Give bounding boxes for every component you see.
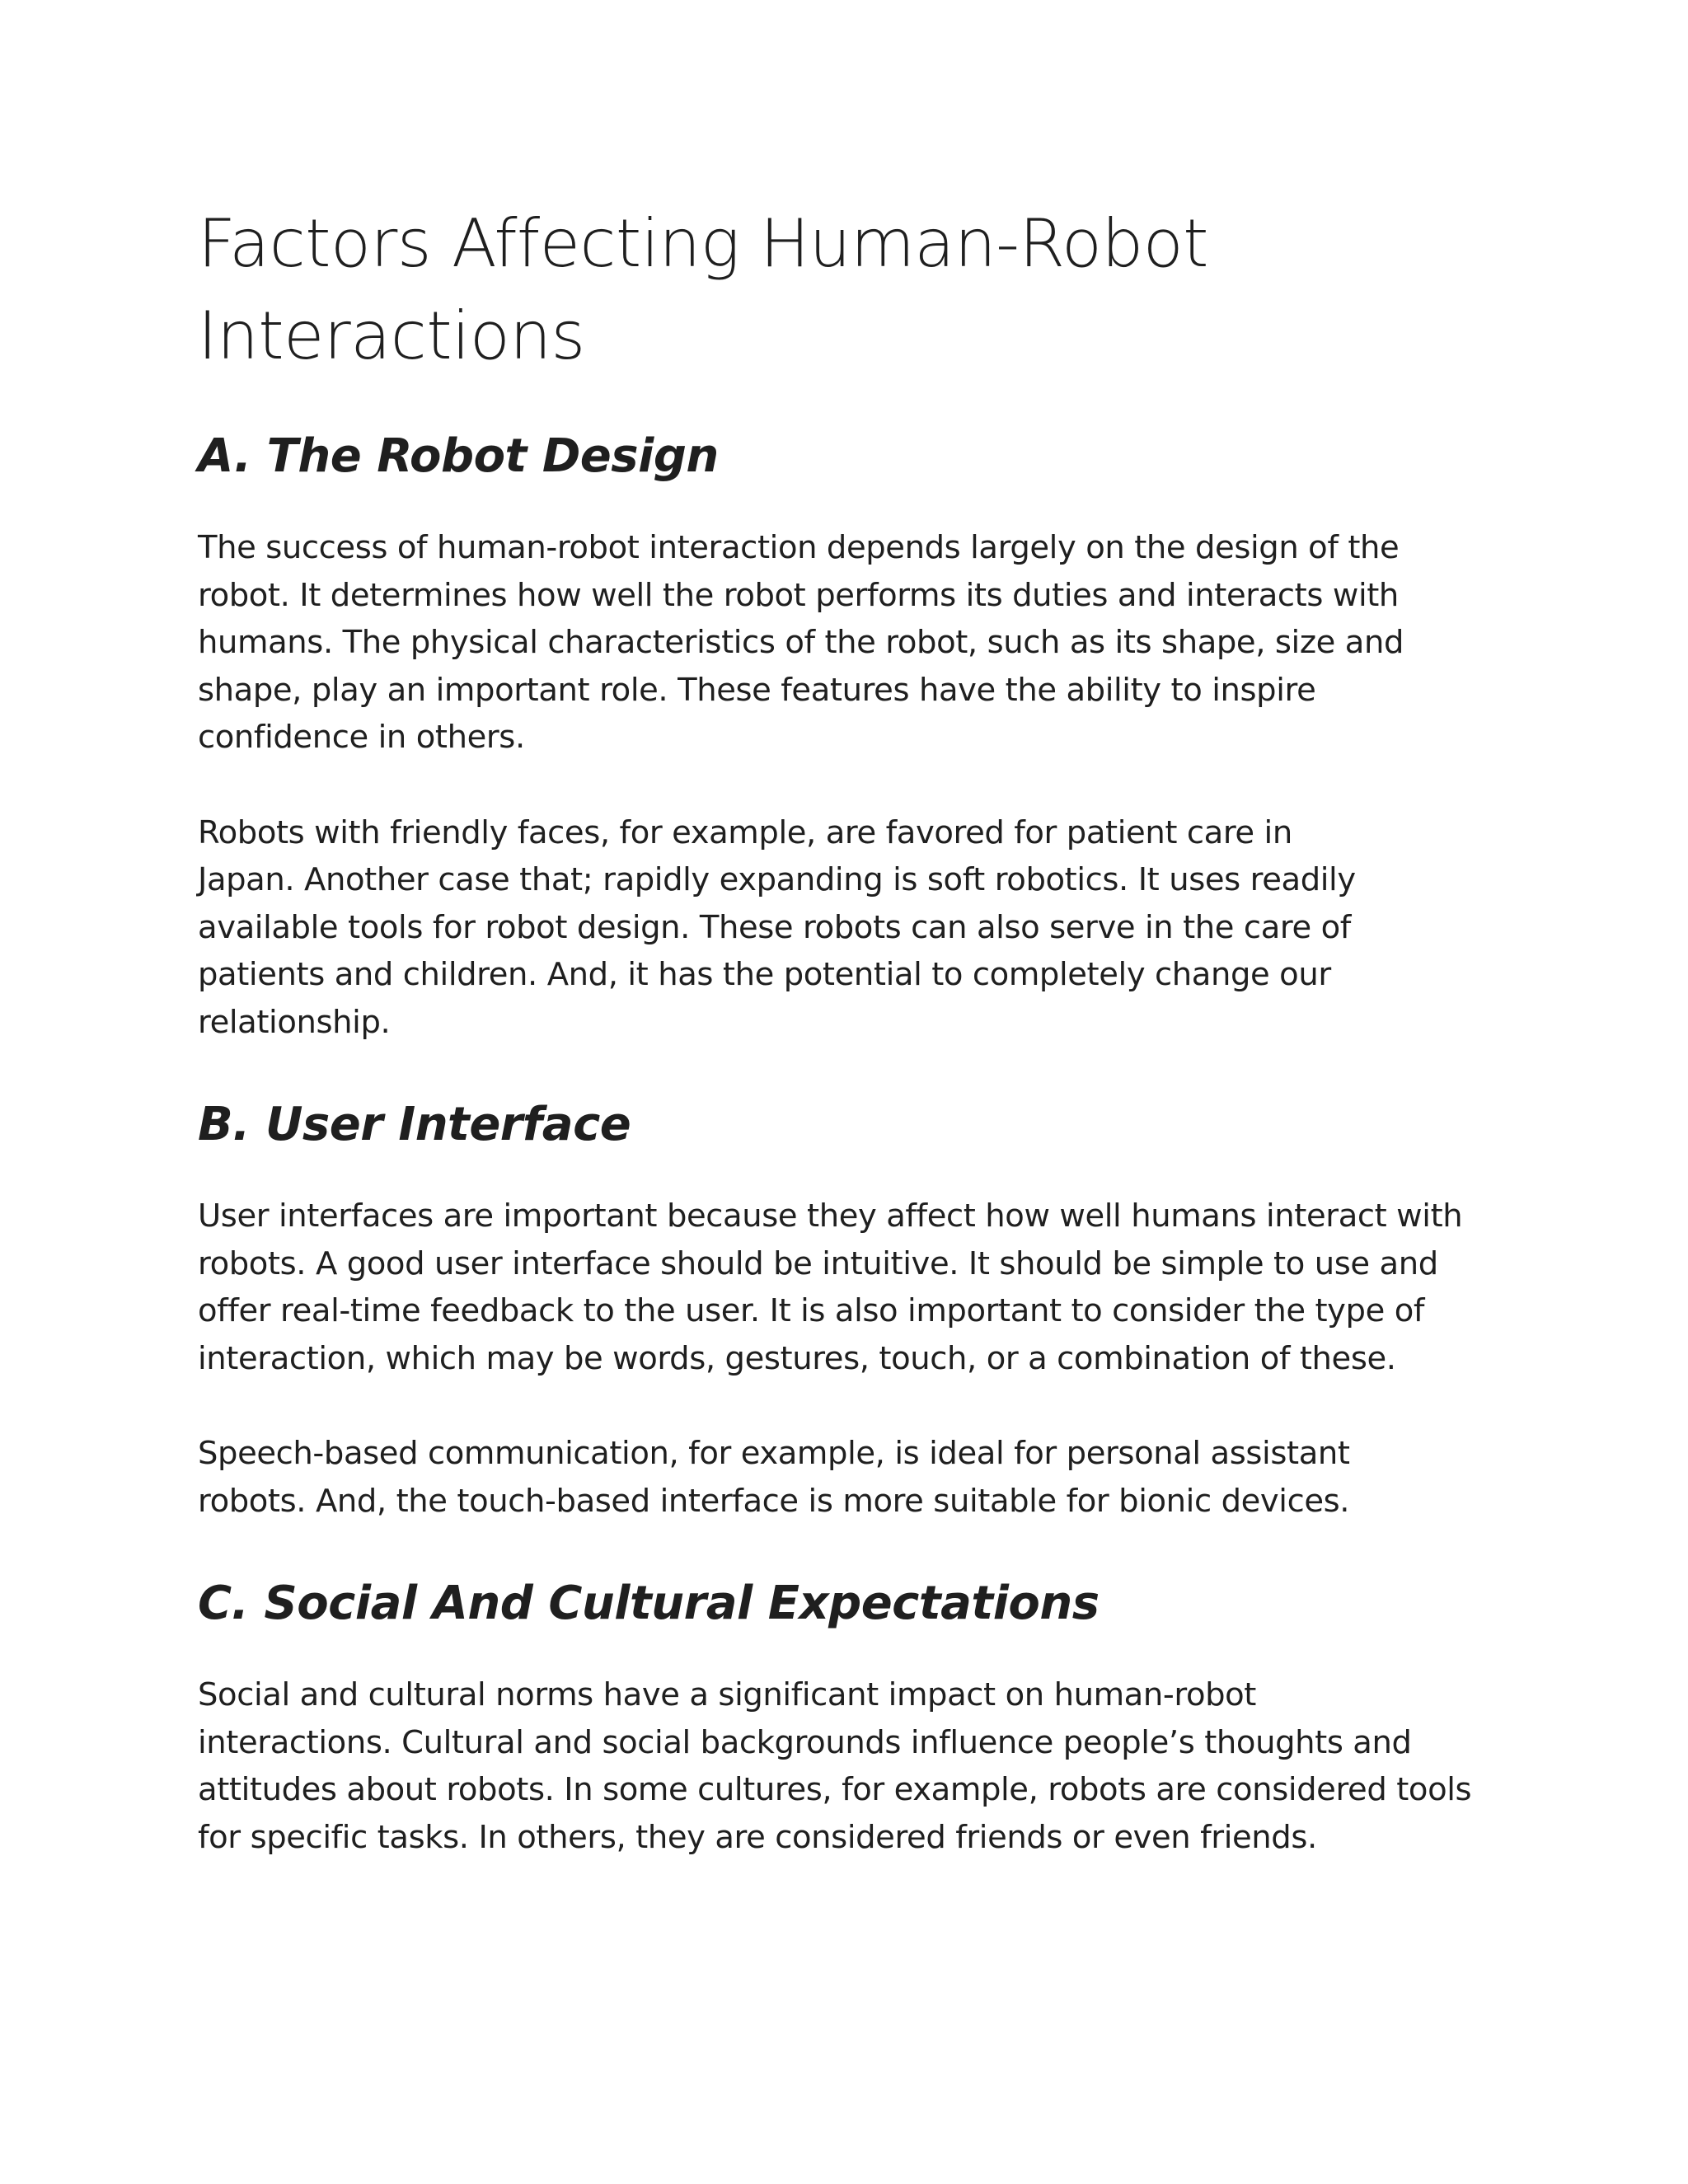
text-line: offer real-time feedback to the user. It is also important to consider the type of [198,1292,1425,1329]
section-robot-design [198,425,1500,1046]
text-line: Robots with friendly faces, for example, are favored for patient care in [198,813,1292,851]
text-line: robots. And, the touch-based interface is more suitable for bionic devices. [198,1482,1350,1520]
document-title [198,198,1500,382]
text-line: shape, play an important role. These features have the ability to inspire [198,671,1316,709]
text-line: interactions. Cultural and social backgrounds influence people’s thoughts and [198,1723,1412,1761]
text-line: The success of human-robot interaction depends largely on the design of the [198,529,1400,566]
paragraph [198,524,1500,762]
document-page [198,198,1500,1909]
section-heading: A. The Robot Design [198,429,719,483]
paragraph [198,1193,1500,1382]
text-line: patients and children. And, it has the potential to completely change our [198,956,1331,993]
text-line: for specific tasks. In others, they are considered friends or even friends. [198,1818,1317,1856]
text-line: available tools for robot design. These robots can also serve in the care of [198,908,1351,946]
paragraph [198,1671,1500,1861]
section-heading: C. Social And Cultural Expectations [198,1577,1100,1630]
text-line: relationship. [198,1003,391,1041]
title-line: Factors Affecting Human-Robot [198,205,1209,282]
section-heading: B. User Interface [198,1098,631,1151]
text-line: humans. The physical characteristics of the robot, such as its shape, size and [198,624,1404,661]
title-line: Interactions [198,298,585,374]
section-user-interface [198,1094,1500,1525]
text-line: Japan. Another case that; rapidly expanding is soft robotics. It uses readily [198,861,1356,898]
text-line: confidence in others. [198,719,525,756]
text-line: robots. A good user interface should be intuitive. It should be simple to use and [198,1244,1438,1282]
section-social-cultural [198,1572,1500,1861]
text-line: interaction, which may be words, gestures, touch, or a combination of these. [198,1339,1396,1377]
text-line: attitudes about robots. In some cultures, for example, robots are considered tools [198,1771,1472,1808]
text-line: Social and cultural norms have a significant impact on human-robot [198,1676,1256,1713]
text-line: Speech-based communication, for example, is ideal for personal assistant [198,1435,1350,1472]
text-line: User interfaces are important because they affect how well humans interact with [198,1197,1463,1235]
paragraph [198,809,1500,1047]
text-line: robot. It determines how well the robot performs its duties and interacts with [198,576,1399,614]
paragraph [198,1430,1500,1525]
